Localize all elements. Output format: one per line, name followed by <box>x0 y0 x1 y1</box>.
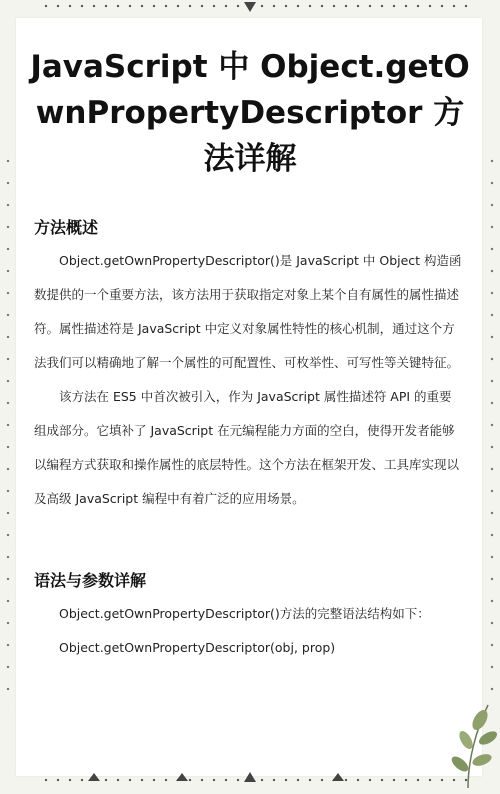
top-triangle-ornament <box>244 2 256 12</box>
left-dotted-border <box>6 150 10 710</box>
bottom-triangle-ornament-left <box>88 773 100 781</box>
bottom-triangle-ornament-right <box>332 773 344 781</box>
page-title: JavaScript 中 Object.getOwnPropertyDescriptor 方法详解 <box>30 49 470 177</box>
leaf-decoration-icon <box>438 700 498 790</box>
syntax-intro-line: Object.getOwnPropertyDescriptor()方法的完整语法结构如下： <box>59 606 430 621</box>
right-dotted-border <box>490 150 494 710</box>
syntax-signature-line: Object.getOwnPropertyDescriptor(obj, prop) <box>59 640 336 655</box>
bottom-triangle-ornament <box>244 772 256 782</box>
overview-paragraph-1: Object.getOwnPropertyDescriptor()是 JavaScript 中 Object 构造函数提供的一个重要方法，该方法用于获取指定对象上某个自有属性的属性描述符。属性描述符是 JavaScript 中定义对象属性特性的核心机制，通过这个方法我们可以精确地了解一个属性的可配置性、可枚举性、可写性等关键特征。 <box>34 253 462 370</box>
bottom-triangle-ornament-mid-left <box>176 773 188 781</box>
section-heading-overview: 方法概述 <box>34 218 99 237</box>
section-heading-syntax: 语法与参数详解 <box>34 571 147 590</box>
overview-paragraph-2: 该方法在 ES5 中首次被引入，作为 JavaScript 属性描述符 API 的重要组成部分。它填补了 JavaScript 在元编程能力方面的空白，使得开发者能够以编程方式获取和操作属性的底层特性。这个方法在框架开发、工具库实现以及高级 JavaScript 编程中有着广泛的应用场景。 <box>34 389 460 506</box>
